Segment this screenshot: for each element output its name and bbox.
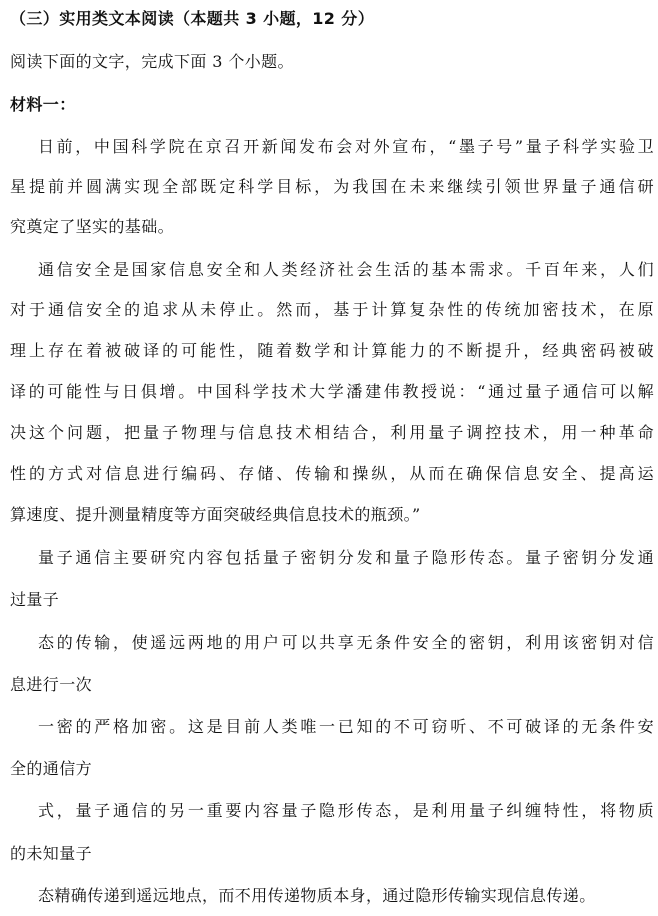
paragraph-3-line-9: 态精确传递到遥远地点，而不用传递物质本身，通过隐形传输实现信息传递。 [38,886,596,905]
paragraph-3-line-1: 量子通信主要研究内容包括量子密钥分发和量子隐形传态。量子密钥分发通 [38,548,654,567]
paragraph-1-line-3: 究奠定了坚实的基础。 [10,217,175,236]
paragraph-2-line-6: 性的方式对信息进行编码、存储、传输和操纵，从而在确保信息安全、提高运 [10,464,654,483]
paragraph-3-line-7: 式，量子通信的另一重要内容量子隐形传态，是利用量子纠缠特性，将物质 [38,801,654,820]
paragraph-2-line-7: 算速度、提升测量精度等方面突破经典信息技术的瓶颈。” [10,505,421,524]
paragraph-3-line-5: 一密的严格加密。这是目前人类唯一已知的不可窃听、不可破译的无条件安 [38,717,654,736]
material-label: 材料一： [10,95,76,114]
section-title: （三）实用类文本阅读（本题共 3 小题，12 分） [10,9,375,28]
paragraph-2-line-5: 决这个问题，把量子物理与信息技术相结合，利用量子调控技术，用一种革命 [10,423,654,442]
paragraph-1-line-2: 星提前并圆满实现全部既定科学目标，为我国在未来继续引领世界量子通信研 [10,177,654,196]
paragraph-2-line-1: 通信安全是国家信息安全和人类经济社会生活的基本需求。千百年来，人们 [38,260,654,279]
paragraph-3-line-3: 态的传输，使遥远两地的用户可以共享无条件安全的密钥，利用该密钥对信 [38,633,654,652]
paragraph-2-line-4: 译的可能性与日俱增。中国科学技术大学潘建伟教授说：“通过量子通信可以解 [10,382,654,401]
paragraph-3-line-4: 息进行一次 [10,675,93,694]
paragraph-2-line-3: 理上存在着被破译的可能性，随着数学和计算能力的不断提升，经典密码被破 [10,341,654,360]
paragraph-3-line-8: 的未知量子 [10,844,93,863]
paragraph-1-line-1: 日前，中国科学院在京召开新闻发布会对外宣布，“墨子号”量子科学实验卫 [38,137,654,156]
paragraph-2-line-2: 对于通信安全的追求从未停止。然而，基于计算复杂性的传统加密技术，在原 [10,300,654,319]
instruction-text: 阅读下面的文字，完成下面 3 个小题。 [10,52,294,71]
paragraph-3-line-6: 全的通信方 [10,759,93,778]
paragraph-3-line-2: 过量子 [10,590,60,609]
